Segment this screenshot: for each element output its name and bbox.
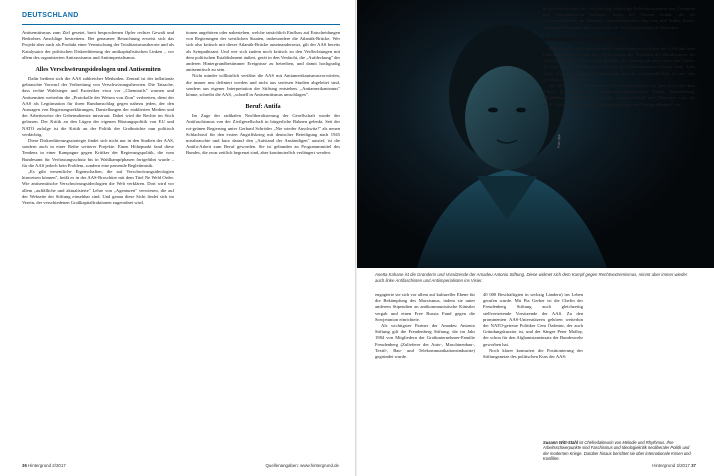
paragraph: Doch es gibt nicht nur personelle Verflechtungen zwischen der AAS und dem Inlandsgeheimdienst: Im Jahr 2014 brachte der Präsident des Bundesamtes für Verfassungsschutz, Hans-Georg Maaßen, die Stiftung ein und erntete die Chefin, die sich bereits mit den Informationen des Geheimdiensts versorgt hatte, Lob. „Eine Zusammenarbeit und Vernetzung mit der Zivilgesellschaft ist uns sehr wichtig", sagte Maaßen. — [543, 45, 695, 82]
paragraph: Antisemitismus zum Ziel gesetzt, breit besprochenen Opfer rechter Gewalt und Bedrohtes Anschläge bestreitens. Bei genauerer Betrachtung erweist sich das Projekt aber auch als Produkt einer Vermischung der Totalitarismustheorie und als Katalysator der politischen Diskreditierung der antikapitalistischen Linken – vor allem des organisierten Antirassismus und Antiimperialismus. — [22, 30, 174, 60]
paragraph: 40 000 Beschäftigten in sechzig Ländern) ins Leben gerufen wurde. Mit Pia Gerber ist die Chefin der Freudenberg Stiftung auch gleichzeitig stellvertretende Vorsitzende der AAS. Zu den prominenten AAS-Unterstützern gehören weiterhin der NATO-getreue Politiker Cem Özdemir, der auch Gründungskurator ist, und der Sänger Peter Maffay, der schon für den Afghanistaneinsatz der Bundeswehr geworben hat. — [483, 292, 583, 347]
left-column-2 — [186, 30, 340, 157]
author-bio-text: ist Chefredakteurin von Melodie und Rhythmus. Ihre Arbeitsschwerpunkte sind Faschismus und Ideologiekritik neoliberaler Politik und der modernen Kriege. Darüber hinaus berichtet sie über internationale Krisen und Konflikte. — [543, 440, 691, 462]
section-label: DEUTSCHLAND — [22, 12, 79, 19]
paragraph: tionen angehören oder nahestehen, welche tatsächlich Einfluss auf Entscheidungen von Regierungen der westlichen Staaten, insbesondere die Atlantik-Brücke. Wer sich also kritisch mit dieser Atlantik-Brücke auseinandersetzt, gilt der AAS bereits als Sympathisant. Und wer sich zudem noch kritisch zu den Verflechtungen mit dem politischen Establishment äußert, gerät in den Verdacht, die „Aufdeckung" der anderen Hintergrundbestimmer Ereignisse zu betreiben, und damit hochgradig antisemitisch zu sein. — [186, 30, 340, 73]
section-rule — [22, 24, 340, 25]
subheading: Beruf: Antifa — [245, 103, 281, 111]
page-number: 37 — [691, 463, 696, 468]
paragraph: Als wichtigster Partner der Amadeu Antonio Stiftung gilt die Freudenberg Stiftung, die im Jahr 1984 von Mitgliedern der Großunternehmer-Familie Freudenberg (Zulieferer der Auto-, Maschinenbau-, Textil-, Bau- und Telekommunikationsindustrie) gegründet wurde. — [375, 323, 475, 360]
sources-footer — [266, 463, 339, 468]
subheading: Konstruktive Zusammenarbeit — [543, 35, 625, 43]
author-name: Susann Witt-Stahl — [543, 440, 578, 445]
left-footer — [22, 463, 66, 468]
page-number: 36 — [22, 463, 27, 468]
paragraph: Noch klarer konturiert die Positionierung der Stiftungsnetze des politischen Kurs der AAS: — [483, 347, 583, 360]
right-footer — [652, 463, 696, 468]
photo-caption: Anetta Kahane ist die Gründerin und Vorsitzende der Amadeu Antonio Stiftung. Diese widmet sich dem Kampf gegen Rechtsextremismus, nimmt aber immer wieder auch linke Antifaschisten und Antiimperialisten ins Visier. — [375, 272, 688, 283]
paragraph: engagierte sie sich vor allem auf kultureller Ebene für die Bekämpfung des Marxismus, indem sie unter anderem Stipendien an antikommunistische Künstler vergab und einen Free Russia Fund gegen die Sowjetunion einrichtete. — [375, 292, 475, 322]
issue-label: Hintergrund 2/2017 — [652, 463, 690, 468]
photo-credit: Foto: dpa — [557, 134, 561, 148]
section-header — [22, 8, 340, 24]
sources-link[interactable]: Quellenangaben: www.hintergrund.de — [265, 463, 339, 468]
paragraph: beispielsweise mit Una Leschenring, ehemalige Polizeipräsidentin von Chemnitz und Innenministerin Sachsens, sowie mit Thomas Kuhne, der als Ministerialdirektor im Thüringer Innenministerium tätig war, und Volker Kranz, ehemaliger Präsident des Landesamts für Verfassungsschutz in Thüringen. — [543, 6, 695, 30]
issue-label: Hintergrund 2/2017 — [28, 463, 66, 468]
right-column-3 — [543, 6, 695, 108]
paragraph: Diese Diskreditierungsstrategie findet sich nicht nur in den Studien der AAS, sondern auch in einer Reihe weiterer Projekte. Einen Höhepunkt fand diese Tendenz in einer Kampagne gegen Kritiker der Regierungspolitik, die vom Bundesamt für Verfassungsschutz bis in Wahlkampfphasen fortgeführt wurde – für die AAS jedoch kein Problem, sondern eine passende Begleitmusik. — [22, 138, 174, 168]
right-column-2 — [483, 292, 583, 360]
left-column-1 — [22, 30, 174, 206]
right-page — [357, 0, 714, 476]
author-bio — [543, 440, 695, 462]
paragraph: Dafür bedient sich die AAS zahlreicher Methoden. Zentral ist der inflationär gebrauchte Vorwurf der Verbreitung von Verschwörungstheorien. Die Tatsache, dass rechte Wahlsieger und Esoteriker etwa vor „Chemtrails" warnen und Antisemiten weiterhin die „Protokolle der Weisen von Zion" verbreiten, dient der AAS als Legitimation für ihren Rundumschlag gegen nahezu jeden, der den Aussagen von Regierungserklärungen, Darstellungen der etablierten Medien und der Arbeitsweise der Geheimdienste misstraut. Dabei wird die Rechte im Stich gelassen. Der Kritik an den Lügen der eigenen Rüstungspolitik von EU und NATO zufolge ist die Kritik an der Politik der Großmächte nun politisch verdächtig. — [22, 76, 174, 137]
paragraph: Im Zuge der radikalen Neoliberalisierung der Gesellschaft wurde der Antifaschismus von der Zivilgesellschaft in bürgerliche Bahnen gelenkt. Seit der rot-grünen Regierung unter Gerhard Schröder „Nie wieder Auschwitz!" als neuen Schlachtruf für den ersten Angriffskrieg mit deutscher Beteiligung nach 1945 missbrauchte und kurz darauf den „Aufstand der Anständigen" ausrief, ist die Antifa-Arbeit zum Beruf geworden. Sie ist gebunden an Programmmittel des Bundes, die zwar zeitlich begrenzt sind, aber kontinuierlich verlängert werden. — [186, 113, 340, 156]
paragraph: „Es gibt wesentliche Eigenschaften, die auf Verschwörungsideologien hinweisen können", heißt es in der AAS-Broschüre mit dem Titel Ne Weld Order. Wie antisemitische Verschwörungsideologien die Welt verklären. Dort wird vor allem „auffälliche und aktualisierte" Lehre von „Agenturen" verwiesen, die auf der Webseite der Stiftung einsehbar sind. Und genau diese Sicht findet sich im Verein, der verschiedenen Großkapitalfraktionen zugeordnet wird. — [22, 169, 174, 206]
paragraph: Nicht minder willkürlich verfährt die AAS mit Antiamerikanismusvorwürfen, die immer neu definiert werden und nicht aus seriösen Studien abgeleitet sind, sondern aus eigener Interpretation der Stiftung entstehen. „Antiamerikanismus" könne, schreibt die AAS, „schnell in Antisemitismus umschlagen". — [186, 73, 340, 98]
subheading: Alles Verschwörungsideologen und Antisemiten — [35, 66, 161, 74]
paragraph: Bei der dritten Symposium des Verfassungsschutzes im Juni 2014 auf dem dritten Symposium der Verfassungsschutzbehörden Berlin, Brandenburg, Mecklenburg-Vorpommern, Sachsen, Sachsen-Anhalt und Thüringen trug die AAS-Chefin ihre Thesen zu „Verfassungsschutz und Zivilgesellschaft" vor. — [543, 83, 695, 107]
right-column-1 — [375, 292, 475, 360]
